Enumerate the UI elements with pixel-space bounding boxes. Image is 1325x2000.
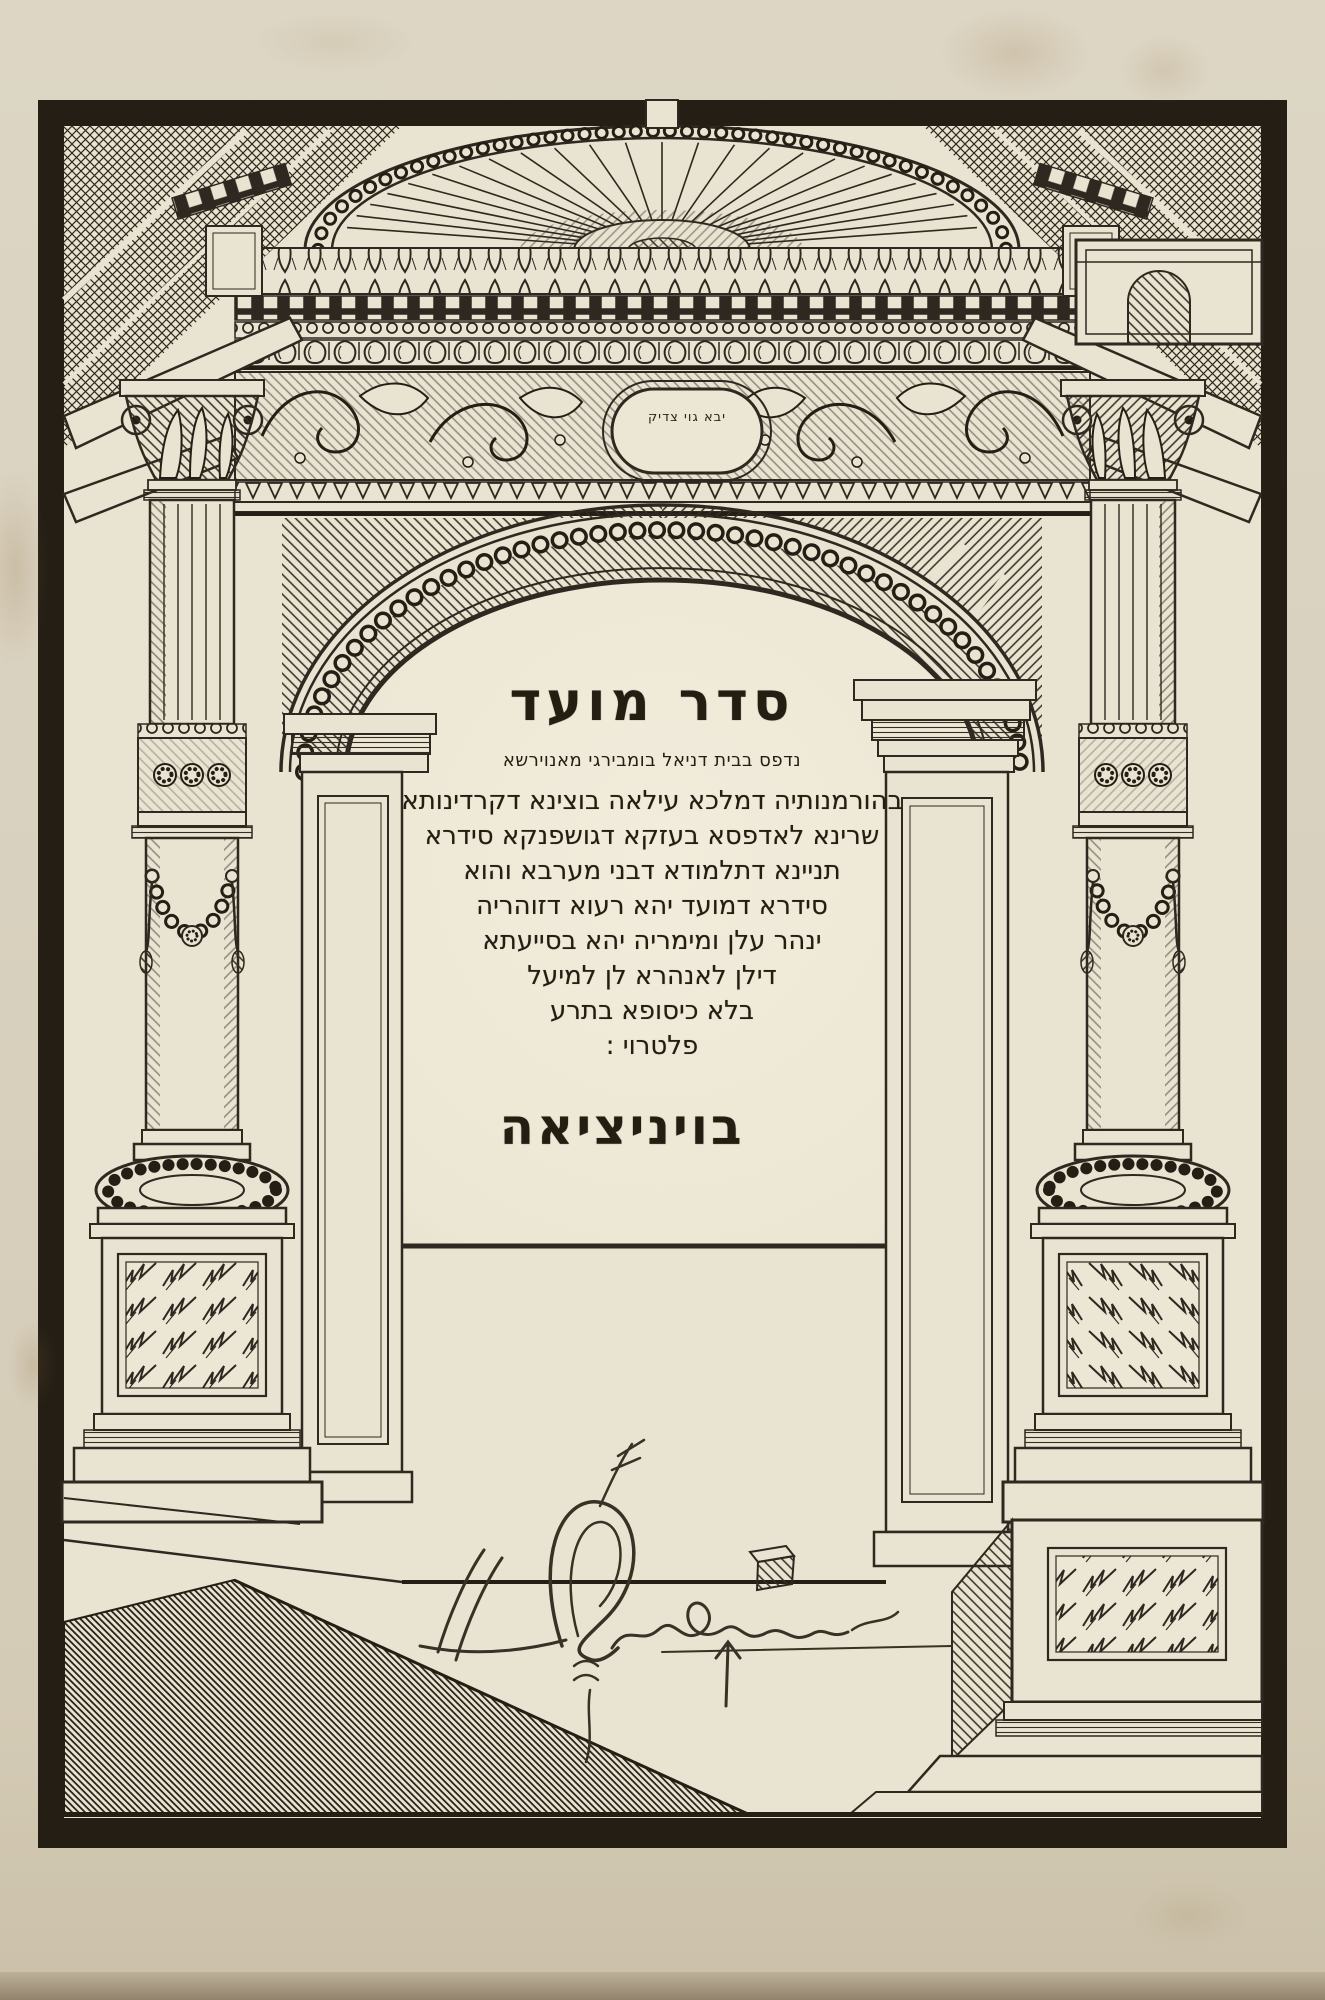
colophon-line: ינהר עלן ומימריה יהא בסייעתא <box>482 926 822 956</box>
colophon-line: תניינא דתלמודא דבני מערבא והוא <box>463 856 841 886</box>
place-name: בויניציאה <box>499 1098 745 1156</box>
colophon-line: פלטרוי : <box>605 1031 699 1061</box>
right-balcony <box>1076 240 1262 344</box>
motto-cartouche <box>603 381 771 491</box>
entablature <box>228 248 1097 516</box>
imprint-line: נדפס בבית דניאל בומבירגי מאנוירשא <box>502 750 802 771</box>
colophon-line: שרינא לאדפסא בעזקא דגושפנקא סידרא <box>424 821 880 851</box>
colophon-line: דילן לאנהרא לן למיעל <box>527 961 777 991</box>
colophon-line: בלא כיסופא בתרע <box>550 996 754 1026</box>
colophon-line: בהורמנותיה דמלכא עילאה בוצינא דקרדינותא <box>401 786 903 816</box>
colophon-line: סידרא דמועד יהא רעוא דזוהריה <box>476 891 828 921</box>
page-bottom-edge <box>0 1972 1325 2000</box>
cartouche-motto: יבא גוי צדיק <box>647 410 727 425</box>
page-title: סדר מועד <box>509 670 795 733</box>
